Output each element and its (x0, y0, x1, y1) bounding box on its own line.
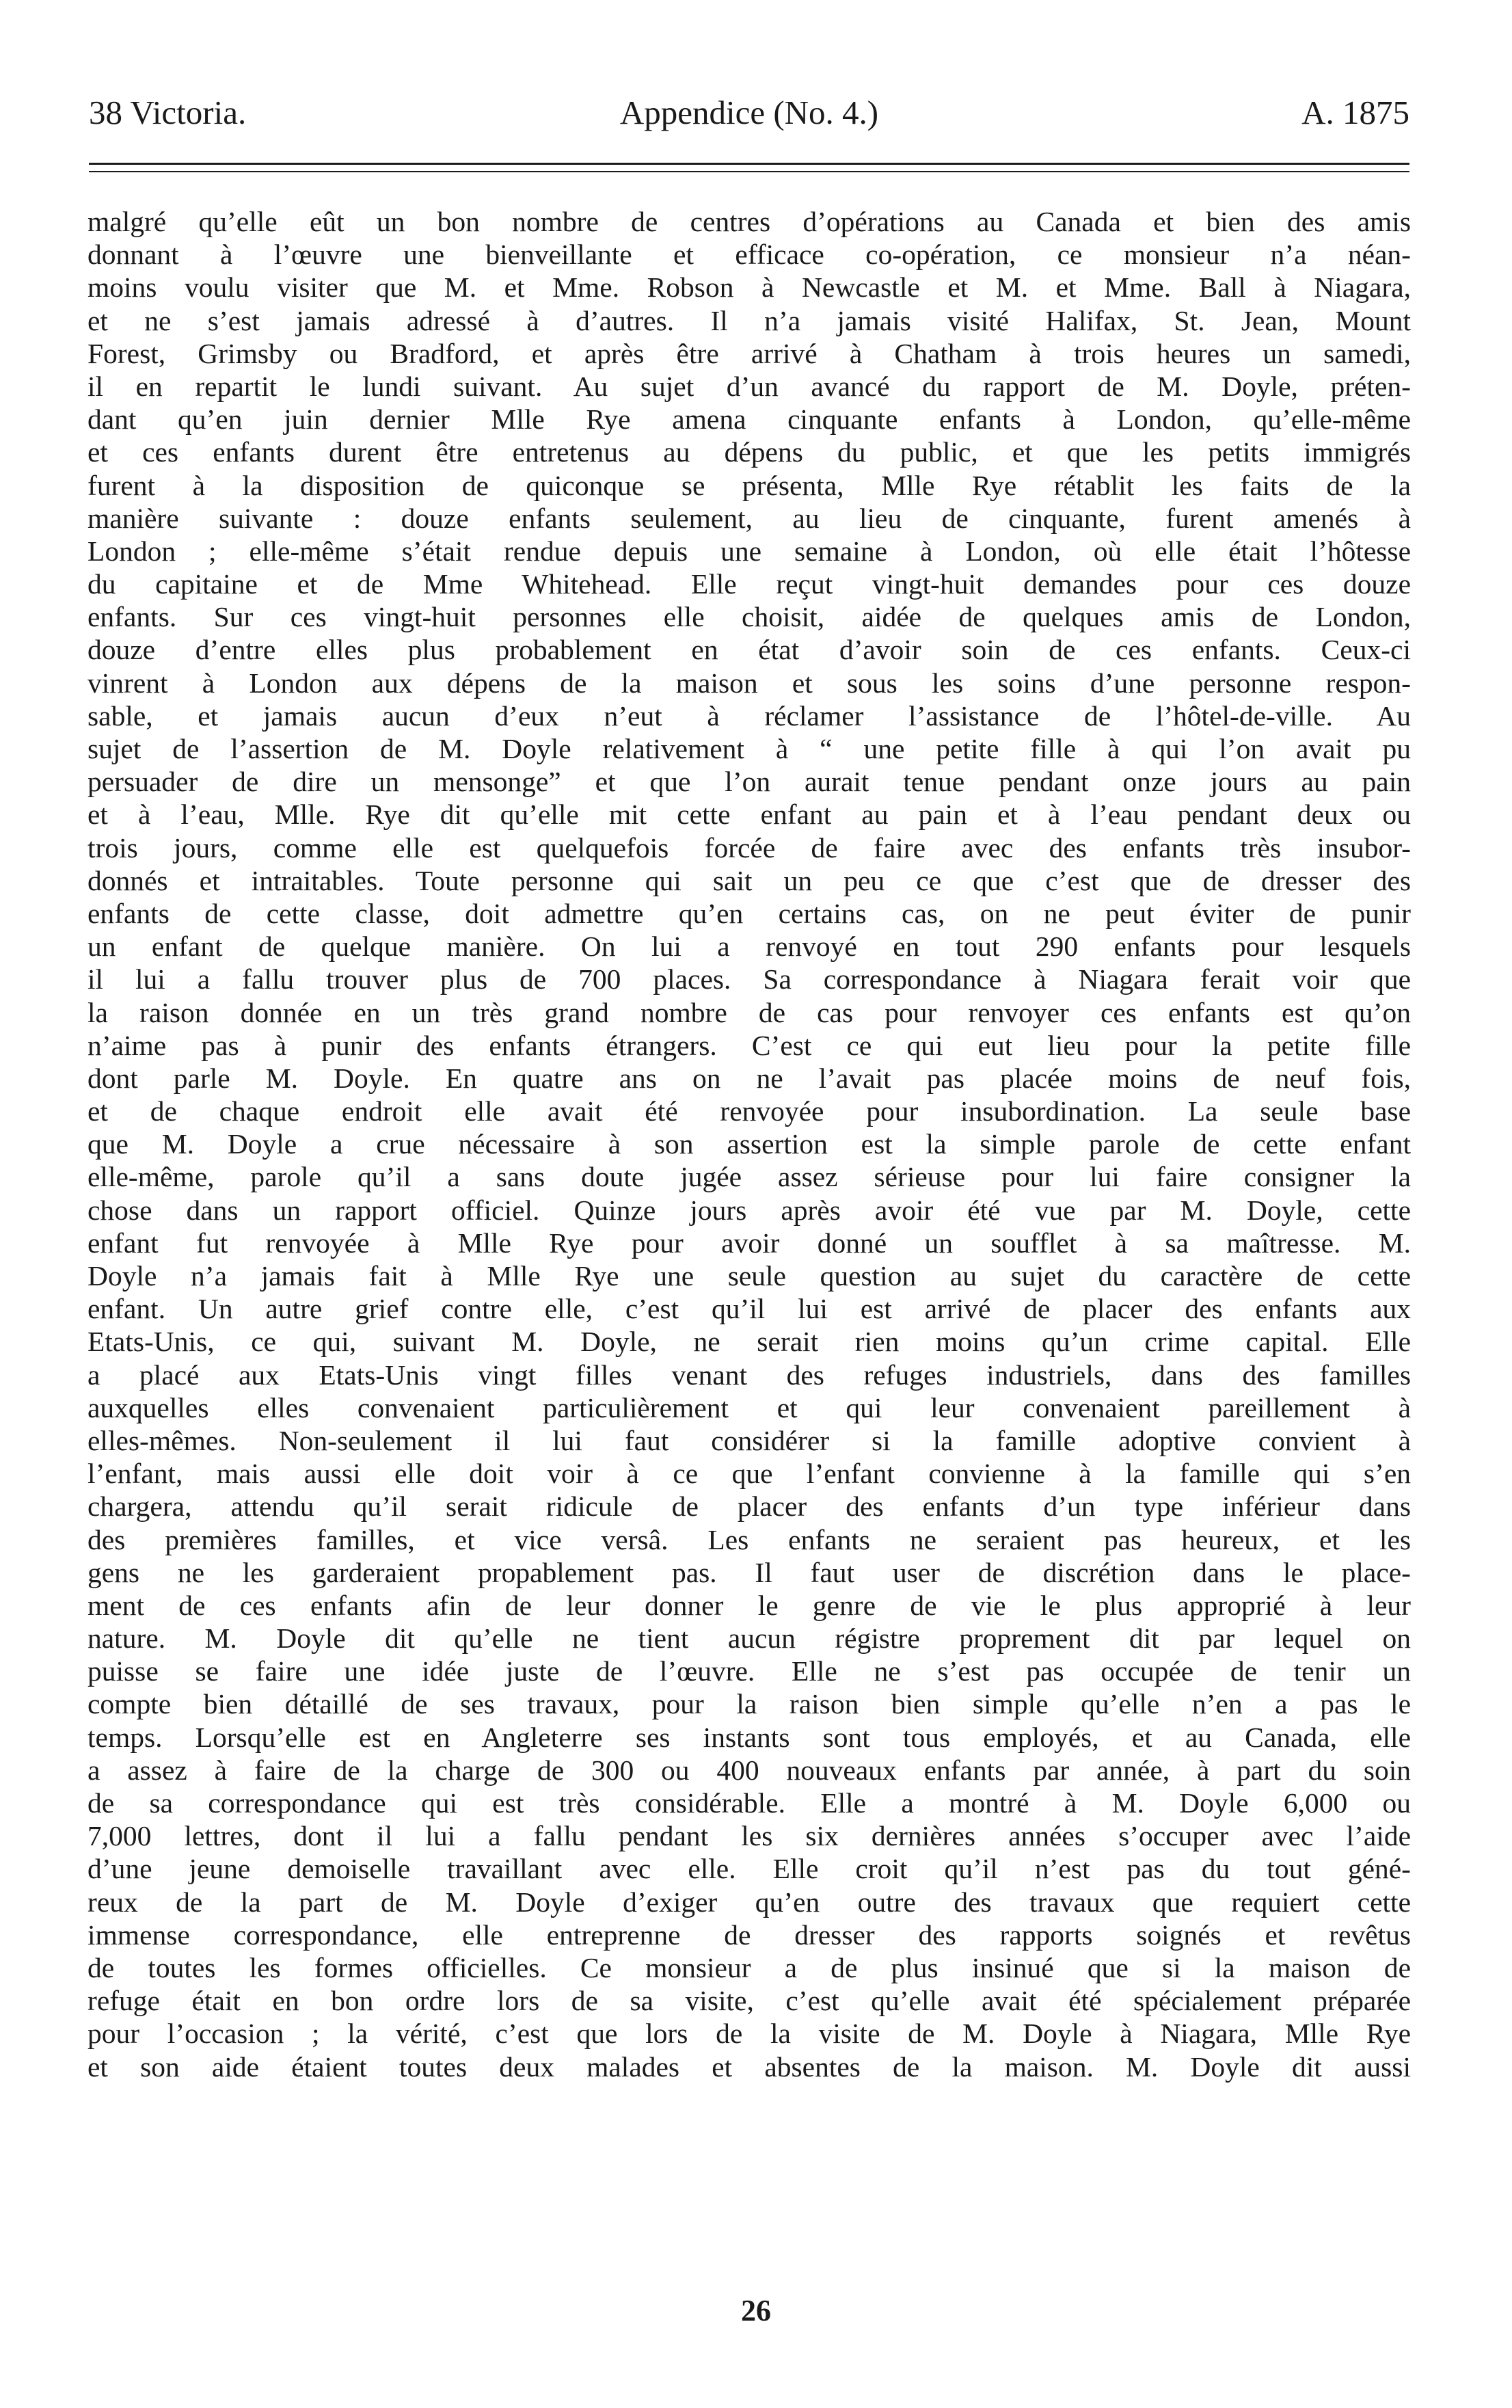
text-line: de sa correspondance qui est très considérable. Elle a montré à M. Doyle 6,000 ou (87, 1787, 1411, 1819)
text-line: dont parle M. Doyle. En quatre ans on ne l’avait pas placée moins de neuf fois, (87, 1062, 1411, 1094)
text-line: du capitaine et de Mme Whitehead. Elle reçut vingt-huit demandes pour ces douze (87, 568, 1411, 600)
text-line: enfants. Sur ces vingt-huit personnes elle choisit, aidée de quelques amis de London, (87, 601, 1411, 633)
text-line: a assez à faire de la charge de 300 ou 400 nouveaux enfants par année, à part du soin (87, 1754, 1411, 1786)
header-rule-bottom (89, 171, 1409, 172)
running-head (89, 89, 1409, 137)
text-line: enfant fut renvoyée à Mlle Rye pour avoir donné un soufflet à sa maîtresse. M. (87, 1227, 1411, 1259)
header-session: 38 Victoria. (89, 94, 247, 131)
text-line: l’enfant, mais aussi elle doit voir à ce que l’enfant convienne à la famille qui s’en (87, 1458, 1411, 1490)
text-line: malgré qu’elle eût un bon nombre de centres d’opérations au Canada et bien des amis (87, 206, 1411, 237)
text-line: des premières familles, et vice versâ. Les enfants ne seraient pas heureux, et les (87, 1523, 1411, 1555)
text-line: que M. Doyle a crue nécessaire à son assertion est la simple parole de cette enfant (87, 1128, 1411, 1160)
text-line: donnés et intraitables. Toute personne qui sait un peu ce que c’est que de dresser des (87, 864, 1411, 896)
text-line: la raison donnée en un très grand nombre de cas pour renvoyer ces enfants est qu’on (87, 996, 1411, 1028)
text-line: elle-même, parole qu’il a sans doute jugée assez sérieuse pour lui faire consigner la (87, 1161, 1411, 1193)
text-line: nature. M. Doyle dit qu’elle ne tient aucun régistre proprement dit par lequel on (87, 1622, 1411, 1655)
text-line: ment de ces enfants afin de leur donner le genre de vie le plus approprié à leur (87, 1589, 1411, 1621)
text-line: puisse se faire une idée juste de l’œuvre. Elle ne s’est pas occupée de tenir un (87, 1655, 1411, 1687)
text-line: auxquelles elles convenaient particulièrement et qui leur convenaient pareillement à (87, 1391, 1411, 1423)
text-line: Forest, Grimsby ou Bradford, et après être arrivé à Chatham à trois heures un samedi, (87, 337, 1411, 369)
text-line: et de chaque endroit elle avait été renvoyée pour insubordination. La seule base (87, 1095, 1411, 1127)
text-line: et à l’eau, Mlle. Rye dit qu’elle mit cette enfant au pain et à l’eau pendant deux ou (87, 799, 1411, 831)
text-line: sable, et jamais aucun d’eux n’eut à réclamer l’assistance de l’hôtel-de-ville. Au (87, 699, 1411, 732)
text-line: Doyle n’a jamais fait à Mlle Rye une seule question au sujet du caractère de cette (87, 1260, 1411, 1292)
text-line: 7,000 lettres, dont il lui a fallu pendant les six dernières années s’occuper avec l’aide (87, 1820, 1411, 1852)
text-line: London ; elle-même s’était rendue depuis une semaine à London, où elle était l’hôtesse (87, 535, 1411, 567)
text-line: dant qu’en juin dernier Mlle Rye amena cinquante enfants à London, qu’elle-même (87, 403, 1411, 436)
text-line: sujet de l’assertion de M. Doyle relativement à “ une petite fille à qui l’on avait pu (87, 733, 1411, 764)
text-line: de toutes les formes officielles. Ce monsieur a de plus insinué que si la maison de (87, 1951, 1411, 1983)
text-line: immense correspondance, elle entreprenne de dresser des rapports soignés et revêtus (87, 1918, 1411, 1951)
text-line: n’aime pas à punir des enfants étrangers. C’est ce qui eut lieu pour la petite fille (87, 1029, 1411, 1061)
text-line: et ne s’est jamais adressé à d’autres. Il n’a jamais visité Halifax, St. Jean, Mount (87, 304, 1411, 336)
text-line: refuge était en bon ordre lors de sa visite, c’est qu’elle avait été spécialement préparée (87, 1985, 1411, 2017)
text-line: trois jours, comme elle est quelquefois forcée de faire avec des enfants très insubor- (87, 831, 1411, 864)
text-line: moins voulu visiter que M. et Mme. Robson à Newcastle et M. et Mme. Ball à Niagara, (87, 271, 1411, 304)
text-line: persuader de dire un mensonge” et que l’on aurait tenue pendant onze jours au pain (87, 766, 1411, 798)
text-line: enfant. Un autre grief contre elle, c’est qu’il lui est arrivé de placer des enfants aux (87, 1293, 1411, 1325)
text-line: manière suivante : douze enfants seulement, au lieu de cinquante, furent amenés à (87, 502, 1411, 534)
text-line: reux de la part de M. Doyle d’exiger qu’en outre des travaux que requiert cette (87, 1886, 1411, 1918)
text-line: enfants de cette classe, doit admettre qu’en certains cas, on ne peut éviter de punir (87, 897, 1411, 929)
text-line: gens ne les garderaient propablement pas. Il faut user de discrétion dans le place- (87, 1556, 1411, 1588)
header-appendix: Appendice (No. 4.) (619, 94, 879, 131)
text-line: pour l’occasion ; la vérité, c’est que lors de la visite de M. Doyle à Niagara, Mlle Rye (87, 2018, 1411, 2050)
text-line: a placé aux Etats-Unis vingt filles venant des refuges industriels, dans des familles (87, 1359, 1411, 1391)
text-line: il en repartit le lundi suivant. Au sujet d’un avancé du rapport de M. Doyle, préten- (87, 370, 1411, 402)
page-number: 26 (741, 2294, 771, 2327)
text-line: compte bien détaillé de ses travaux, pour la raison bien simple qu’elle n’en a pas le (87, 1688, 1411, 1720)
text-line: Etats-Unis, ce qui, suivant M. Doyle, ne serait rien moins qu’un crime capital. Elle (87, 1326, 1411, 1358)
text-line: elles-mêmes. Non-seulement il lui faut considérer si la famille adoptive convient à (87, 1424, 1411, 1456)
text-line: d’une jeune demoiselle travaillant avec elle. Elle croit qu’il n’est pas du tout géné- (87, 1853, 1411, 1885)
text-line: donnant à l’œuvre une bienveillante et efficace co-opération, ce monsieur n’a néan- (87, 239, 1411, 271)
text-line: vinrent à London aux dépens de la maison et sous les soins d’une personne respon- (87, 667, 1411, 699)
text-line: chargera, attendu qu’il serait ridicule de placer des enfants d’un type inférieur dans (87, 1490, 1411, 1523)
text-line: chose dans un rapport officiel. Quinze jours après avoir été vue par M. Doyle, cette (87, 1194, 1411, 1226)
text-line: et ces enfants durent être entretenus au dépens du public, et que les petits immigrés (87, 436, 1411, 468)
body-paragraph (87, 205, 1411, 2083)
text-line: douze d’entre elles plus probablement en état d’avoir soin de ces enfants. Ceux-ci (87, 634, 1411, 666)
text-line: un enfant de quelque manière. On lui a renvoyé en tout 290 enfants pour lesquels (87, 931, 1411, 963)
text-line: temps. Lorsqu’elle est en Angleterre ses instants sont tous employés, et au Canada, elle (87, 1721, 1411, 1753)
header-rule-top (89, 163, 1409, 165)
text-line: il lui a fallu trouver plus de 700 places. Sa correspondance à Niagara ferait voir que (87, 963, 1411, 995)
header-year: A. 1875 (1301, 94, 1409, 131)
text-line: et son aide étaient toutes deux malades et absentes de la maison. M. Doyle dit aussi (87, 2050, 1411, 2083)
text-line: furent à la disposition de quiconque se présenta, Mlle Rye rétablit les faits de la (87, 469, 1411, 501)
